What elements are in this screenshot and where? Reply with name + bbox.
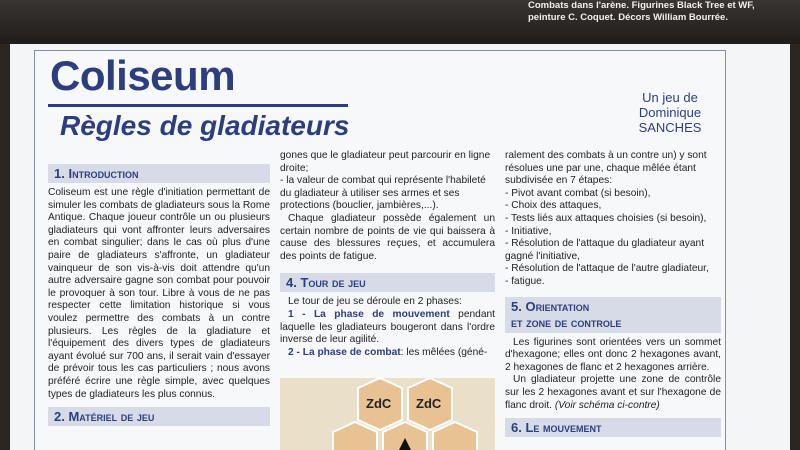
column-3 — [505, 150, 721, 441]
title-rule — [48, 104, 348, 107]
orientation-paragraph-1: Les figurines sont orientées vers un sommet d'hexagone; elles ont donc 2 hexagones avant, 2 hexagones de flanc et 2 hexagones arrière. — [505, 336, 721, 373]
photo-caption: Combats dans l'arène. Figurines Black Tree et WF, peinture C. Coquet. Décors William Bourrée. — [528, 0, 755, 23]
melee-step: - Choix des attaques, — [505, 200, 602, 212]
tour-phase-1 — [280, 309, 495, 347]
orientation-see-diagram: (Voir schéma ci-contre) — [554, 399, 660, 411]
section-heading-tour: 4. Tour de jeu — [280, 273, 495, 292]
section-heading-mouvement: 6. Le mouvement — [505, 418, 721, 437]
melee-step: - fatigue. — [505, 275, 545, 287]
phase-1-text: pendant laquelle les gladiateurs bougeront dans l'ordre inverse de leur agilité. — [280, 308, 495, 346]
tour-phase-2 — [280, 347, 495, 360]
orientation-heading-line-1: 5. Orientation — [511, 298, 590, 314]
phase-2-text: : les mêlées (géné- — [400, 346, 488, 358]
melee-step: - Résolution de l'attaque de l'autre gladiateur, — [505, 263, 709, 275]
col2-paragraph-2: - la valeur de combat qui représente l'habileté du gladiateur à utiliser ses armes et ses protections (bouclier, jambières,...). — [280, 175, 486, 212]
intro-paragraph: Coliseum est une règle d'initiation permettant de simuler les combats de gladiateurs sous la Rome Antique. Chaque joueur contrôle un ou plusieurs gladiateurs qui vont affronter leurs adversaires en combat singulier; dans le cas où plus d'une paire de gladiateurs s'affronte, un gladiateur vainqueur de son vis-à-vis doit attendre qu'un autre adversaire gagne son combat pour pouvoir le provoquer à son tour. Libre à vous de ne pas respecter cette limitation historique si vous voulez permettre des combats à un contre plusieurs. Les règles de la gladiature et l'équipement des divers types de gladiateurs ayant évolué sur 700 ans, il serait vain d'essayer de prévoir tous les cas particuliers ; nous avons préféré écrire une règle simple, avec quelques types de gladiateurs les plus connus. — [48, 187, 270, 400]
column-1 — [48, 162, 270, 430]
orientation-heading-line-2: et zone de controle — [511, 314, 622, 330]
orientation-text: Un gladiateur projette une zone de contrôle sur les 2 hexagones avant et sur l'hexagone de flanc droit. — [505, 374, 721, 411]
col3-paragraph-1: ralement des combats à un contre un) y sont résolues une par une, chaque mêlée étant subdivisée en 7 étapes: — [505, 150, 707, 187]
column-2 — [280, 150, 495, 359]
hex-grid-svg — [280, 378, 495, 450]
melee-step: - Pivot avant combat (si besoin), — [505, 187, 651, 199]
section-heading-orientation — [505, 297, 721, 333]
section-heading-introduction: 1. Introduction — [48, 164, 270, 183]
melee-steps-list — [505, 188, 721, 289]
col2-paragraph-3: Chaque gladiateur possède également un certain nombre de points de vie qui baissera à cause des blessures reçues, et accumulera des points de fatigue. — [280, 212, 495, 262]
melee-step: - Résolution de l'attaque du gladiateur ayant gagné l'initiative, — [505, 238, 705, 262]
author-line-1: Un jeu de — [642, 90, 698, 105]
orientation-paragraph-2 — [505, 374, 721, 412]
article-subtitle: Règles de gladiateurs — [60, 110, 350, 141]
hex-label-zdc-left: ZdC — [366, 396, 392, 411]
phase-1-label: 1 - La phase de mouvement — [288, 308, 450, 320]
author-line-2: Dominique — [638, 105, 702, 120]
author-credit — [610, 90, 730, 135]
tour-intro: Le tour de jeu se déroule en 2 phases: — [288, 296, 462, 308]
article-title: Coliseum — [50, 52, 236, 99]
melee-step: - Tests liés aux attaques choisies (si besoin), — [505, 212, 707, 224]
col2-paragraph-1: gones que le gladiateur peut parcourir en ligne droite; — [280, 150, 491, 174]
section-heading-materiel: 2. Matériel de jeu — [48, 407, 270, 426]
author-line-3: SANCHES — [638, 120, 702, 135]
hex-diagram — [280, 378, 495, 450]
melee-step: - Initiative, — [505, 225, 552, 237]
hex-label-zdc-right: ZdC — [416, 396, 442, 411]
phase-2-label: 2 - La phase de combat — [288, 346, 401, 358]
